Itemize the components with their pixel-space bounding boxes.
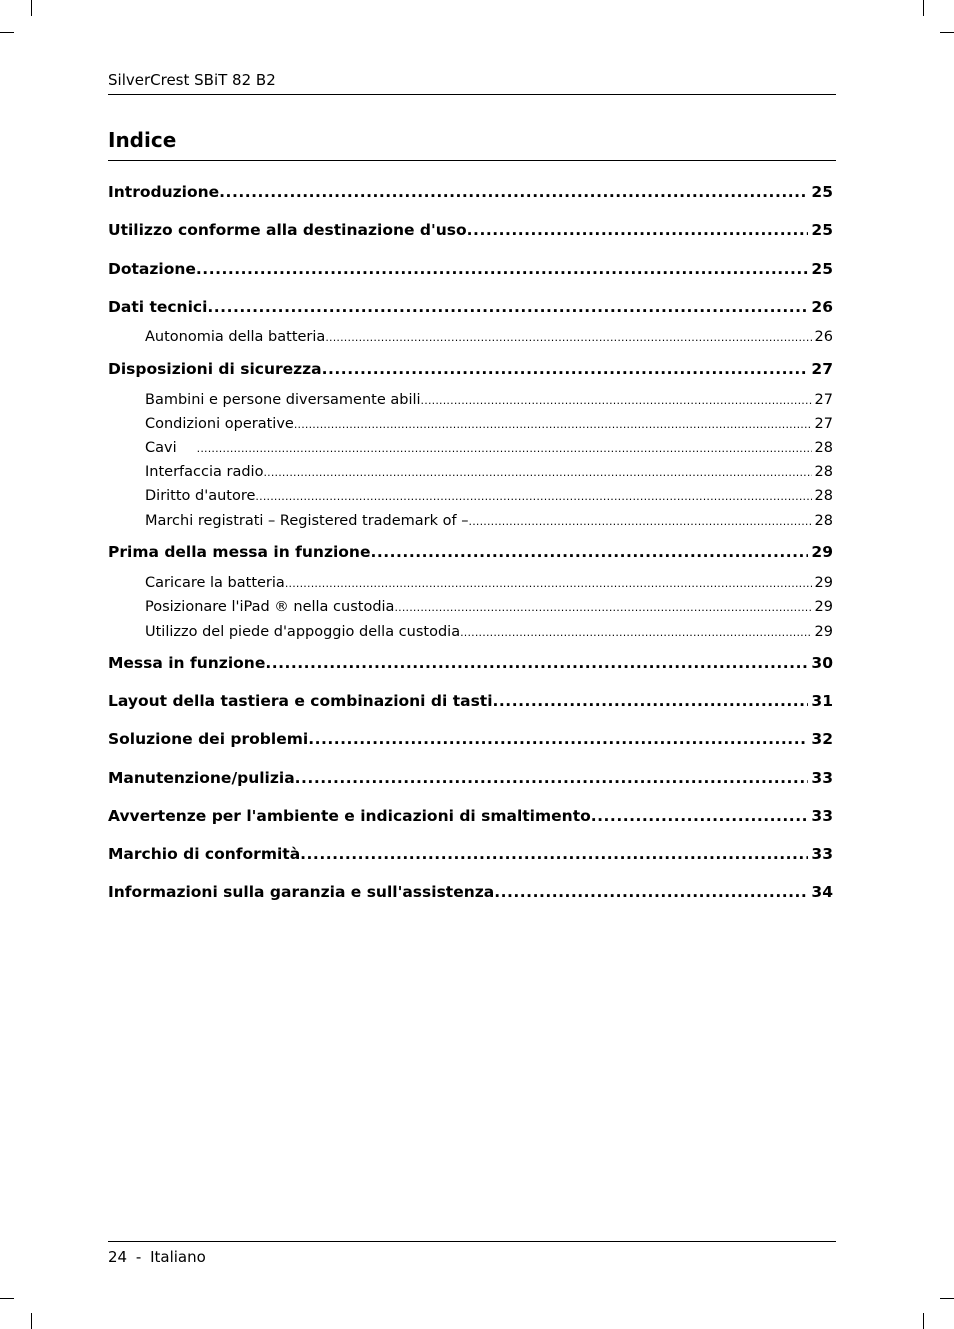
toc-entry-page: 26: [814, 329, 833, 345]
toc-subentry[interactable]: [108, 513, 833, 533]
toc-entry-page: 31: [811, 692, 833, 710]
toc-leader: [591, 807, 809, 825]
toc-entry[interactable]: [108, 845, 833, 867]
toc-entry-page: 32: [811, 730, 833, 748]
toc-entry[interactable]: [108, 360, 833, 382]
title-rule: [108, 160, 836, 161]
crop-mark: [940, 1298, 954, 1299]
toc-entry[interactable]: [108, 807, 833, 829]
toc-leader: [421, 394, 812, 407]
footer-language: Italiano: [150, 1248, 206, 1266]
toc-entry-label: Soluzione dei problemi: [108, 730, 309, 748]
toc-entry-page: 33: [811, 769, 833, 787]
toc-entry-page: 28: [814, 440, 833, 456]
toc-subentry[interactable]: [108, 416, 833, 436]
toc-entry-label: Posizionare l'iPad ® nella custodia: [145, 599, 395, 615]
toc-entry-label: Cavi: [145, 440, 177, 456]
toc-leader: [300, 845, 808, 863]
toc-subentry[interactable]: [108, 440, 833, 460]
crop-mark: [31, 1313, 32, 1329]
toc-leader: [219, 183, 808, 201]
toc-subentry[interactable]: [108, 624, 833, 644]
toc-entry-label: Disposizioni di sicurezza: [108, 360, 322, 378]
crop-mark: [923, 0, 924, 16]
toc-leader: [469, 515, 812, 528]
toc-entry-label: Messa in funzione: [108, 654, 266, 672]
toc-entry-page: 29: [811, 543, 833, 561]
toc-entry-label: Informazioni sulla garanzia e sull'assistenza: [108, 883, 495, 901]
toc-entry-label: Introduzione: [108, 183, 220, 201]
toc-entry-label: Marchi registrati – Registered trademark of –: [145, 513, 469, 529]
toc-entry-label: Marchio di conformità: [108, 845, 301, 863]
crop-mark: [940, 32, 954, 33]
crop-mark: [0, 1298, 14, 1299]
running-header: SilverCrest SBiT 82 B2: [108, 71, 276, 89]
toc-subentry[interactable]: [108, 392, 833, 412]
toc-entry-page: 27: [814, 392, 833, 408]
toc-leader: [493, 692, 809, 710]
toc-entry-page: 28: [814, 488, 833, 504]
toc-entry-label: Utilizzo del piede d'appoggio della custodia: [145, 624, 461, 640]
toc-subentry[interactable]: [108, 329, 833, 349]
toc-entry-page: 27: [811, 360, 833, 378]
crop-mark: [31, 0, 32, 16]
toc-entry-page: 25: [811, 183, 833, 201]
footer-separator: -: [135, 1248, 142, 1266]
toc-leader: [285, 577, 812, 590]
footer-rule: [108, 1241, 836, 1242]
toc-entry[interactable]: [108, 298, 833, 320]
toc-leader: [294, 418, 812, 431]
toc-entry[interactable]: [108, 543, 833, 565]
toc-leader: [263, 466, 811, 479]
toc-entry[interactable]: [108, 769, 833, 791]
toc-leader: [295, 769, 809, 787]
toc-subentry[interactable]: [108, 464, 833, 484]
page-footer: [108, 1247, 206, 1267]
toc-entry-page: 29: [814, 599, 833, 615]
toc-entry[interactable]: [108, 692, 833, 714]
toc-subentry[interactable]: [108, 488, 833, 508]
page-number: 24: [108, 1248, 128, 1266]
toc-entry-label: Diritto d'autore: [145, 488, 256, 504]
toc-entry-label: Layout della tastiera e combinazioni di tasti: [108, 692, 493, 710]
toc-entry-label: Bambini e persone diversamente abili: [145, 392, 421, 408]
toc-entry-page: 25: [811, 221, 833, 239]
toc-entry[interactable]: [108, 654, 833, 676]
toc-entry-page: 34: [811, 883, 833, 901]
toc-leader: [265, 654, 808, 672]
toc-title: Indice: [108, 128, 177, 152]
toc-leader: [370, 543, 808, 561]
toc-entry[interactable]: [108, 221, 833, 243]
toc-entry-label: Prima della messa in funzione: [108, 543, 371, 561]
toc-entry-page: 27: [814, 416, 833, 432]
toc-leader: [207, 298, 808, 316]
toc-entry-label: Condizioni operative: [145, 416, 294, 432]
header-rule: [108, 94, 836, 95]
toc-leader: [197, 442, 812, 455]
toc-entry-page: 28: [814, 513, 833, 529]
toc-entry-page: 29: [814, 575, 833, 591]
toc-entry[interactable]: [108, 883, 833, 905]
toc-leader: [460, 626, 811, 639]
toc-leader: [494, 883, 808, 901]
toc-entry-label: Manutenzione/pulizia: [108, 769, 295, 787]
toc-entry-page: 25: [811, 260, 833, 278]
toc-leader: [255, 490, 811, 503]
toc-entry-label: Interfaccia radio: [145, 464, 264, 480]
toc-entry-page: 33: [811, 807, 833, 825]
toc-entry-page: 30: [811, 654, 833, 672]
toc-entry-page: 29: [814, 624, 833, 640]
toc-entry-page: 33: [811, 845, 833, 863]
toc-entry[interactable]: [108, 183, 833, 205]
toc-leader: [325, 331, 811, 344]
toc-entry-label: Autonomia della batteria: [145, 329, 326, 345]
crop-mark: [923, 1313, 924, 1329]
toc-leader: [196, 260, 809, 278]
toc-entry[interactable]: [108, 730, 833, 752]
crop-mark: [0, 32, 14, 33]
toc-subentry[interactable]: [108, 599, 833, 619]
toc-leader: [394, 601, 811, 614]
toc-entry-page: 26: [811, 298, 833, 316]
toc-entry-label: Dotazione: [108, 260, 196, 278]
toc-leader: [322, 360, 809, 378]
toc-leader: [308, 730, 808, 748]
toc-leader: [467, 221, 809, 239]
toc-entry-label: Dati tecnici: [108, 298, 208, 316]
toc-entry-label: Utilizzo conforme alla destinazione d'uso: [108, 221, 467, 239]
toc-entry-page: 28: [814, 464, 833, 480]
toc-entry-label: Avvertenze per l'ambiente e indicazioni di smaltimento: [108, 807, 591, 825]
toc-entry-label: Caricare la batteria: [145, 575, 285, 591]
toc-subentry[interactable]: [108, 575, 833, 595]
toc-entry[interactable]: [108, 260, 833, 282]
